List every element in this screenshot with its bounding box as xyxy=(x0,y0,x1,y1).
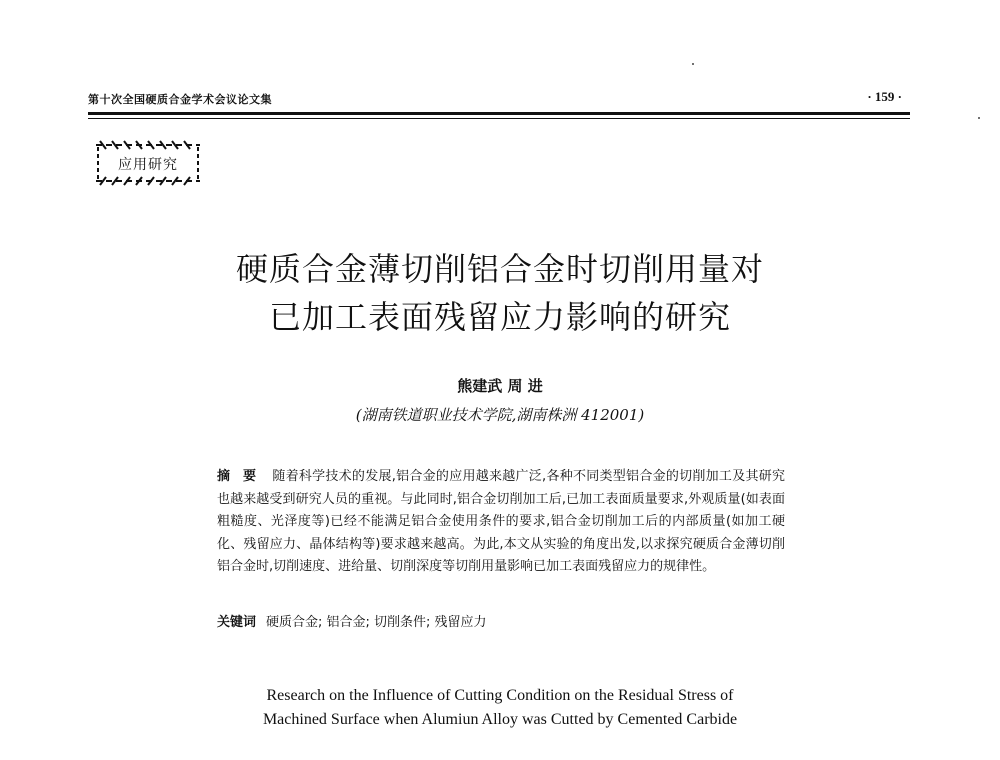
section-badge xyxy=(92,139,204,187)
abstract xyxy=(217,466,785,579)
abstract-text: 随着科学技术的发展,铝合金的应用越来越广泛,各种不同类型铝合金的切削加工及其研究也越来越受到研究人员的重视。与此同时,铝合金切削加工后,已加工表面质量要求,外观质量(如表面粗糙度、光泽度等)已经不能满足铝合金使用条件的要求,铝合金切削加工后的内部质量(如加工硬化、残留应力、晶体结构等)要求越来越高。为此,本文从实验的角度出发,以求探究硬质合金薄切削铝合金时,切削速度、进给量、切削深度等切削用量影响已加工表面残留应力的规律性。 xyxy=(217,469,785,574)
authors: 熊建武 周 进 xyxy=(457,377,543,395)
keywords xyxy=(217,612,785,634)
running-header-journal: 第十次全国硬质合金学术会议论文集 xyxy=(88,93,272,106)
section-badge-label: 应用研究 xyxy=(118,157,178,173)
header-rule-thick xyxy=(88,112,910,115)
english-title-line-1: Research on the Influence of Cutting Condition on the Residual Stress of xyxy=(266,687,734,704)
keywords-text: 硬质合金; 铝合金; 切削条件; 残留应力 xyxy=(266,615,487,630)
paper-title-line-2: 已加工表面残留应力影响的研究 xyxy=(268,298,731,336)
english-title-line-2: Machined Surface when Alumiun Alloy was Cutted by Cemented Carbide xyxy=(262,711,738,728)
abstract-label: 摘 要 xyxy=(217,469,261,484)
header-rule-thin xyxy=(88,118,910,119)
page-number: · 159 · xyxy=(867,89,902,104)
paper-title-line-1: 硬质合金薄切削铝合金时切削用量对 xyxy=(235,250,764,288)
scan-speck xyxy=(978,117,980,119)
scan-speck xyxy=(692,63,694,65)
affiliation: (湖南铁道职业技术学院,湖南株洲 412001) xyxy=(355,406,645,424)
keywords-label: 关键词 xyxy=(217,615,257,630)
